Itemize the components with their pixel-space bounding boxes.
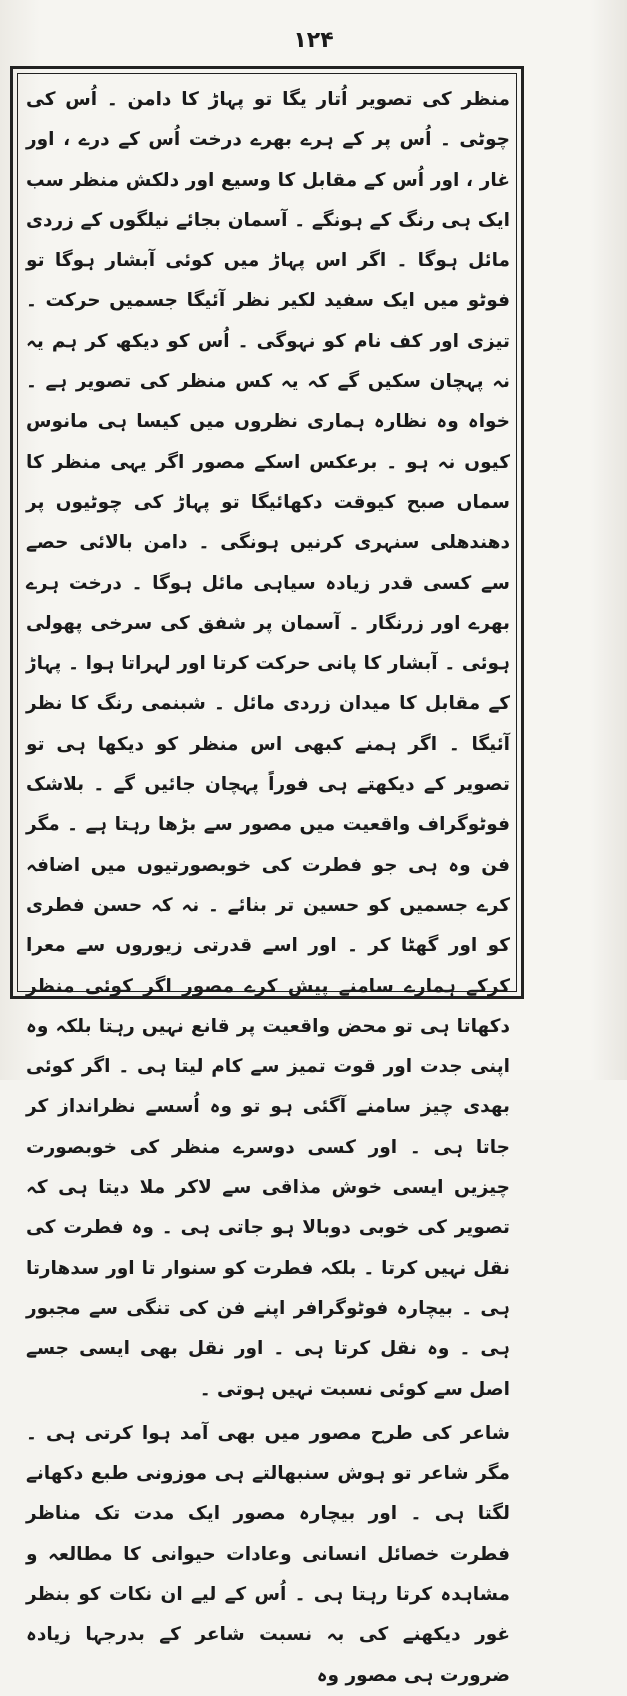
paragraph-2: شاعر کی طرح مصور میں بھی آمد ہوا کرتی ہی ۔ مگر شاعر تو ہوش سنبھالتے ہی موزونی طبع دکھانے لگتا ہی ۔ اور بیچارہ مصور ایک مدت تک مناظر فطرت خصائل انسانی وعادات حیوانی کا مطالعہ و مشاہدہ کرتا رہتا ہی ۔ اُس کے لیے ان نکات کو بنظر غور دیکھنے کی بہ نسبت شاعر کے بدرجہا زیادہ ضرورت ہی مصور وہ [26, 1422, 510, 1686]
page-number: ۱۲۴ [293, 28, 334, 53]
body-text [26, 80, 510, 1686]
paragraph-1: منظر کی تصویر اُتار یگا تو پہاڑ کا دامن ۔ اُس کی چوٹی ۔ اُس پر کے ہرے بھرے درخت اُس کے درے ، اور غار ، اور اُس کے مقابل کا وسیع اور دلکش منظر سب ایک ہی رنگ کے ہونگے ۔ آسمان بجائے نیلگوں کے زردی مائل ہوگا ۔ اگر اس پہاڑ میں کوئی آبشار ہوگا تو فوٹو میں ایک سفید لکیر نظر آئیگا جسمیں حرکت ۔ تیزی اور کف نام کو نہوگی ۔ اُس کو دیکھ کر ہم یہ نہ پہچان سکیں گے کہ یہ کس منظر کی تصویر ہے ۔ خواہ وہ نظارہ ہماری نظروں میں کیسا ہی مانوس کیوں نہ ہو ۔ برعکس اسکے مصور اگر یہی منظر کا سماں صبح کیوقت دکھائیگا تو پہاڑ کی چوٹیوں پر دھندھلی سنہری کرنیں ہونگی ۔ دامن بالائی حصے سے کسی قدر زیادہ سیاہی مائل ہوگا ۔ درخت ہرے بھرے اور زرنگار ۔ آسمان پر شفق کی سرخی پھولی ہوئی ۔ آبشار کا پانی حرکت کرتا اور لہراتا ہوا ۔ پہاڑ کے مقابل کا میدان زردی مائل ۔ شبنمی رنگ کا نظر آئیگا ۔ اگر ہمنے کبھی اس منظر کو دیکھا ہی تو تصویر کے دیکھتے ہی فوراً پہچان جائیں گے ۔ بلاشک فوٹوگراف واقعیت میں مصور سے بڑھا رہتا ہے ۔ مگر فن وہ ہی جو فطرت کی خوبصورتیوں میں اضافہ کرے جسمیں کو حسین تر بنائے ۔ نہ کہ حسن فطری کو اور گھٹا کر ۔ اور اسے قدرتی زیوروں سے معرا کرکے ہمارے سامنے پیش کرے مصور اگر کوئی منظر دکھاتا ہی تو محض واقعیت پر قانع نہیں رہتا بلکہ وہ اپنی جدت اور قوت تمیز سے کام لیتا ہی ۔ اگر کوئی بھدی چیز سامنے آگئی ہو تو وہ اُسسے نظرانداز کر جاتا ہی ۔ اور کسی دوسرے منظر کی خوبصورت چیزیں ایسی خوش مذاقی سے لاکر ملا دیتا ہی کہ تصویر کی خوبی دوبالا ہو جاتی ہی ۔ وہ فطرت کی نقل نہیں کرتا ۔ بلکہ فطرت کو سنوار تا اور سدھارتا ہی ۔ بیچارہ فوٹوگرافر اپنے فن کی تنگی سے مجبور ہی ۔ وہ نقل کرتا ہی ۔ اور نقل بھی ایسی جسے اصل سے کوئی نسبت نہیں ہوتی ۔ [26, 89, 510, 1400]
